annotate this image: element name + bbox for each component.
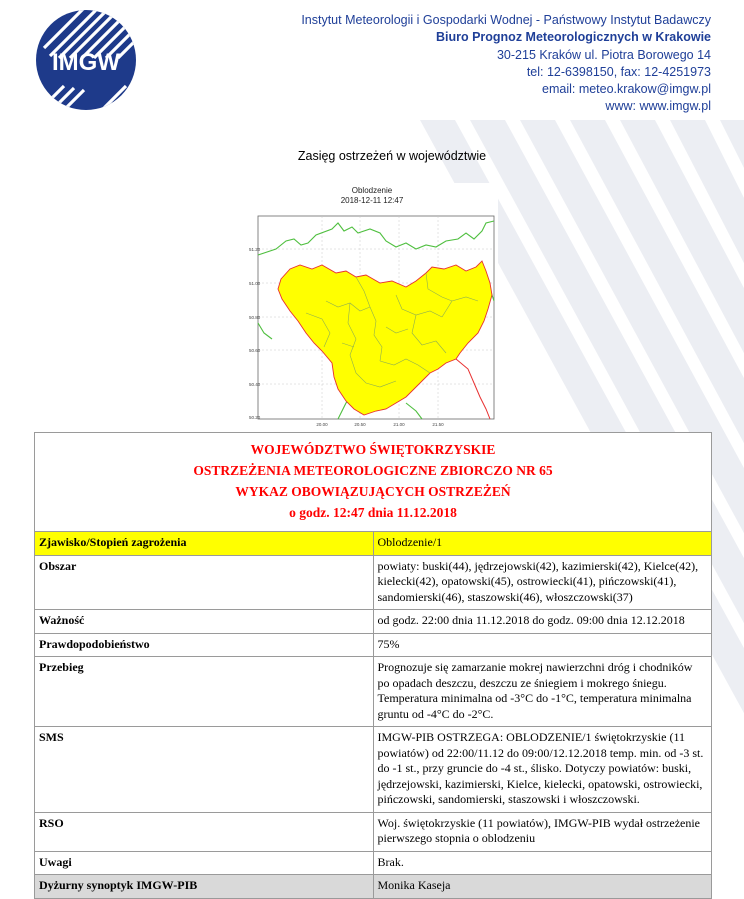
row-label: Prawdopodobieństwo: [35, 633, 374, 657]
x-tick: 21.00: [393, 422, 405, 427]
table-row-sms: [35, 727, 712, 813]
x-tick: 20.00: [316, 422, 328, 427]
list-title: WYKAZ OBOWIĄZUJĄCYCH OSTRZEŻEŃ: [235, 484, 511, 499]
issue-time: o godz. 12:47 dnia 11.12.2018: [289, 505, 457, 520]
table-row-validity: [35, 610, 712, 634]
table-row-course: [35, 657, 712, 727]
table-row-forecaster: [35, 875, 712, 899]
row-label: SMS: [35, 727, 374, 813]
warning-title-row: [35, 433, 712, 532]
institute-name: Instytut Meteorologii i Gospodarki Wodnej - Państwowy Instytut Badawczy: [301, 13, 711, 27]
row-value: Oblodzenie/1: [373, 532, 712, 556]
row-label: Uwagi: [35, 851, 374, 875]
row-value: Prognozuje się zamarzanie mokrej nawierzchni dróg i chodników po opadach deszczu, deszczu ze śniegiem i mokrego śniegu. Temperatura minimalna od -3°C do -1°C, temperatura minimalna gruntu od -4°C do -2°C.: [373, 657, 712, 727]
y-tick: 50.80: [249, 315, 261, 320]
row-value: IMGW-PIB OSTRZEGA: OBLODZENIE/1 świętokrzyskie (11 powiatów) od 22:00/11.12 do 09:00/12.12.2018 temp. min. od -3 st. do -1 st., przy gruncie do -4 st., ślisko. Dotyczy powiatów: buski, jędrzejowski, kazimierski, Kielce, kielecki, opatowski, ostrowiecki, pińczowski, sandomierski, staszowski i włoszczowski.: [373, 727, 712, 813]
y-tick: 51.00: [249, 281, 261, 286]
row-label: Dyżurny synoptyk IMGW-PIB: [35, 875, 374, 899]
table-row-remarks: [35, 851, 712, 875]
y-tick: 51.20: [249, 247, 261, 252]
row-value: od godz. 22:00 dnia 11.12.2018 do godz. 09:00 dnia 12.12.2018: [373, 610, 712, 634]
warning-map: [246, 183, 498, 431]
region-title: WOJEWÓDZTWO ŚWIĘTOKRZYSKIE: [250, 442, 496, 457]
row-label: Obszar: [35, 555, 374, 610]
phone-fax: tel: 12-6398150, fax: 12-4251973: [526, 64, 711, 79]
y-tick: 50.20: [249, 415, 261, 420]
table-row-rso: [35, 812, 712, 851]
y-tick: 50.60: [249, 348, 261, 353]
institute-header: [301, 12, 711, 116]
row-label: RSO: [35, 812, 374, 851]
imgw-logo: [34, 8, 138, 112]
warning-table: [34, 432, 712, 899]
x-tick: 20.50: [354, 422, 366, 427]
table-row-phenomenon: [35, 532, 712, 556]
table-row-probability: [35, 633, 712, 657]
address: 30-215 Kraków ul. Piotra Borowego 14: [496, 47, 711, 62]
x-tick: 21.50: [432, 422, 444, 427]
office-name: Biuro Prognoz Meteorologicznych w Krakowie: [435, 30, 711, 45]
row-value: Brak.: [373, 851, 712, 875]
row-value: 75%: [373, 633, 712, 657]
row-label: Przebieg: [35, 657, 374, 727]
row-value: powiaty: buski(44), jędrzejowski(42), kazimierski(42), Kielce(42), kielecki(42), opatowski(45), ostrowiecki(41), pińczowski(41), sandomierski(46), staszowski(46), włoszczowski(37): [373, 555, 712, 610]
map-title: Oblodzenie: [351, 186, 393, 195]
table-row-area: [35, 555, 712, 610]
bulletin-title: OSTRZEŻENIA METEOROLOGICZNE ZBIORCZO NR 65: [193, 463, 553, 478]
y-tick: 50.40: [249, 382, 261, 387]
map-caption: Zasięg ostrzeżeń w województwie: [297, 149, 487, 163]
row-value: Monika Kaseja: [373, 875, 712, 899]
row-value: Woj. świętokrzyskie (11 powiatów), IMGW-PIB wydał ostrzeżenie pierwszego stopnia o oblodzeniu: [373, 812, 712, 851]
svg-text:IMGW: IMGW: [52, 49, 120, 76]
warning-title: [35, 433, 712, 532]
row-label: Zjawisko/Stopień zagrożenia: [35, 532, 374, 556]
website: www: www.imgw.pl: [605, 99, 711, 114]
row-label: Ważność: [35, 610, 374, 634]
email: email: meteo.krakow@imgw.pl: [542, 82, 711, 97]
map-datetime: 2018-12-11 12:47: [340, 196, 404, 205]
